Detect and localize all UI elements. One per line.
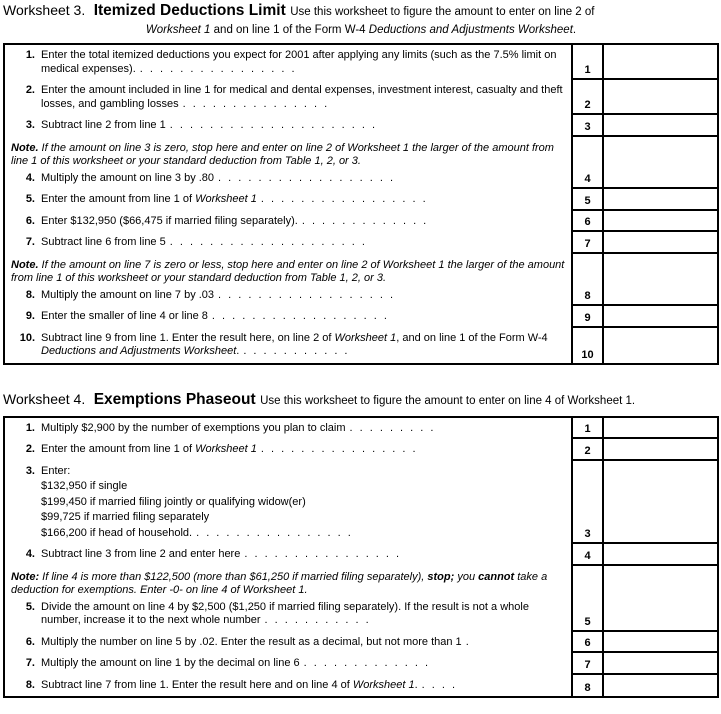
row-entry-field — [602, 254, 717, 307]
text-segment: Subtract line 9 from line 1. Enter the result here, on line 2 of — [41, 331, 335, 344]
text-segment: Worksheet 1 — [334, 331, 397, 344]
line-item-number: 10. — [19, 331, 35, 344]
row-line-number: 1 — [571, 418, 602, 440]
line-item-number: 8. — [25, 288, 35, 301]
row-entry-field — [602, 566, 717, 632]
row-entry-field — [602, 439, 717, 461]
row-description — [5, 232, 571, 254]
worksheet4-title: Exemptions Phaseout — [93, 390, 256, 408]
text-segment: Worksheet 1 — [352, 678, 415, 691]
worksheet3-section — [3, 2, 719, 365]
row-entry-field — [602, 211, 717, 233]
row-line-number: 4 — [571, 137, 602, 190]
line-item-number: 7. — [25, 236, 35, 248]
worksheet3-description-line2 — [3, 24, 719, 36]
text-segment: $99,725 if married filing separately — [41, 511, 210, 523]
line-item — [11, 172, 565, 186]
note-text — [11, 571, 565, 598]
row-entry-field — [602, 232, 717, 254]
text-segment: Subtract line 2 from line 1 — [41, 119, 166, 131]
row-description — [5, 418, 571, 440]
line-item-number: 3. — [25, 119, 35, 131]
row-entry-field — [602, 45, 717, 80]
row-line-number: 6 — [571, 632, 602, 654]
note-text — [11, 142, 565, 169]
text-segment: Enter the total itemized deductions you expect for 2001 after applying any limits (such as the 7.5% limit on medical expenses). — [41, 49, 557, 75]
text-segment: Multiply the amount on line 7 by .03 — [41, 288, 215, 301]
row-description — [5, 439, 571, 461]
line-item — [11, 49, 565, 76]
text-segment: Worksheet 1 — [195, 443, 257, 455]
row-entry-field — [602, 137, 717, 190]
line-item — [11, 332, 565, 359]
text-segment: . — [572, 24, 577, 36]
row-line-number: 8 — [571, 254, 602, 307]
row-line-number: 1 — [571, 45, 602, 80]
dot-leader: . . . . . . . . . . . . . — [303, 657, 429, 669]
worksheet3-header — [3, 2, 719, 36]
row-line-number: 2 — [571, 439, 602, 461]
line-item-number: 6. — [25, 635, 35, 648]
line-item-number: 3. — [25, 464, 35, 477]
row-line-number: 7 — [571, 232, 602, 254]
row-description — [5, 675, 571, 697]
row-description — [5, 461, 571, 545]
line-item-number: 5. — [25, 193, 35, 205]
row-description — [5, 653, 571, 675]
row-line-number: 10 — [571, 328, 602, 363]
text-segment: Enter the amount from line 1 of — [41, 193, 196, 205]
line-item-subline — [41, 511, 565, 525]
text-segment: Note. — [11, 141, 39, 154]
note-text — [11, 259, 565, 286]
dot-leader: . . . . — [421, 678, 456, 691]
text-segment: . — [414, 678, 418, 691]
dot-leader: . . . . . . . . . . . . . . . . — [244, 548, 400, 560]
worksheet4-section — [3, 391, 719, 699]
text-segment: Deductions and Adjustments Worksheet — [41, 345, 237, 357]
line-item-number: 2. — [25, 84, 35, 96]
text-segment: Divide the amount on line 4 by $2,500 ($1,250 if married filing separately). If the result is not a whole number, increase it to the next whole number — [41, 600, 529, 626]
row-description — [5, 566, 571, 632]
row-entry-field — [602, 632, 717, 654]
row-line-number: 6 — [571, 211, 602, 233]
line-item-subline — [41, 496, 565, 510]
dot-leader: . . . . . . . . . . . . . . . . — [139, 62, 295, 75]
worksheet4-number-label: Worksheet 4. — [3, 390, 86, 407]
text-segment: Subtract line 6 from line 5 — [41, 236, 166, 248]
text-segment: Multiply the number on line 5 by .02. Enter the result as a decimal, but not more than 1 — [41, 635, 462, 648]
line-item-number: 4. — [25, 548, 35, 560]
text-segment: Multiply the amount on line 3 by .80 — [41, 171, 215, 184]
row-line-number: 4 — [571, 544, 602, 566]
row-line-number: 3 — [571, 461, 602, 545]
dot-leader: . . . . . . . . . . . . . . . . . — [260, 193, 426, 205]
text-segment: Enter: — [41, 464, 71, 477]
text-segment: you — [454, 570, 479, 583]
dot-leader: . . . . . . . . . . . . . . . — [182, 97, 328, 110]
worksheet3-number-label: Worksheet 3. — [3, 2, 86, 18]
line-item — [11, 679, 565, 693]
row-description — [5, 211, 571, 233]
line-item — [11, 636, 565, 650]
line-item — [11, 422, 565, 436]
text-segment: Worksheet 1 — [145, 24, 211, 36]
row-description — [5, 189, 571, 211]
text-segment: Note: — [11, 570, 40, 583]
worksheet3-title: Itemized Deductions Limit — [93, 2, 286, 19]
text-segment: $166,200 if head of household. — [41, 526, 193, 539]
line-item — [11, 465, 565, 541]
text-segment: If the amount on line 3 is zero, stop here and enter on line 2 of Worksheet 1 the larger of the amount from line 1 of this worksheet or your standard deduction from Table 1, 2, or 3. — [11, 141, 554, 167]
line-item — [11, 657, 565, 671]
row-line-number: 2 — [571, 80, 602, 115]
row-line-number: 5 — [571, 566, 602, 632]
dot-leader: . . . . . . . . . — [349, 421, 434, 434]
line-item-number: 1. — [25, 421, 35, 434]
text-segment: $199,450 if married filing jointly or qualifying widow(er) — [41, 495, 306, 508]
dot-leader: . — [465, 635, 469, 648]
row-entry-field — [602, 80, 717, 115]
row-line-number: 8 — [571, 675, 602, 697]
text-segment: Subtract line 7 from line 1. Enter the result here and on line 4 of — [41, 678, 353, 691]
row-entry-field — [602, 189, 717, 211]
dot-leader: . . . . . . . . . . . . . . . . . . — [218, 171, 394, 184]
row-line-number: 3 — [571, 115, 602, 137]
line-item-number: 4. — [25, 171, 35, 184]
row-entry-field — [602, 461, 717, 545]
text-segment: stop; — [427, 570, 455, 583]
line-item — [11, 601, 565, 628]
row-description — [5, 632, 571, 654]
worksheet4-description-line1: Use this worksheet to figure the amount to enter on line 4 of Worksheet 1. — [260, 394, 636, 407]
worksheet3-table — [3, 43, 719, 365]
row-entry-field — [602, 653, 717, 675]
text-segment: Worksheet 1 — [195, 193, 257, 205]
dot-leader: . . . . . . . . . . . — [264, 614, 369, 626]
dot-leader: . . . . . . . . . . . . . . . . . . . . . — [169, 119, 376, 131]
line-item-number: 7. — [25, 657, 35, 669]
line-item — [11, 236, 565, 250]
row-description — [5, 45, 571, 80]
text-segment: Enter the amount included in line 1 for medical and dental expenses, investment interest, casualty and theft losses, and gambling losses — [41, 84, 563, 110]
worksheet4-header — [3, 391, 719, 409]
row-line-number: 9 — [571, 306, 602, 328]
line-item-subline — [41, 480, 565, 494]
line-item-number: 9. — [25, 310, 35, 322]
text-segment: Multiply $2,900 by the number of exemptions you plan to claim — [41, 421, 346, 434]
worksheet3-header-line1 — [3, 2, 719, 20]
dot-leader: . . . . . . . . . . . . . . . . . . — [211, 310, 387, 322]
line-item — [11, 310, 565, 324]
text-segment: Subtract line 3 from line 2 and enter here — [41, 548, 241, 560]
text-segment: cannot — [478, 570, 515, 583]
text-segment: Note. — [11, 258, 39, 271]
row-entry-field — [602, 544, 717, 566]
line-item-number: 2. — [25, 443, 35, 455]
text-segment: , and on line 1 of the Form W-4 — [396, 331, 548, 344]
line-item — [11, 193, 565, 207]
line-item-number: 6. — [25, 214, 35, 227]
row-line-number: 7 — [571, 653, 602, 675]
text-segment: . — [236, 345, 240, 357]
row-entry-field — [602, 418, 717, 440]
dot-leader: . . . . . . . . . . . — [243, 345, 348, 357]
text-segment: and on line 1 of the Form W-4 — [210, 24, 369, 36]
line-item — [11, 215, 565, 229]
row-description — [5, 80, 571, 115]
dot-leader: . . . . . . . . . . . . . . . . — [260, 443, 416, 455]
worksheet3-description-line1: Use this worksheet to figure the amount to enter on line 2 of — [290, 6, 595, 18]
row-description — [5, 115, 571, 137]
text-segment: take a deduction for exemptions. Enter -0- on line 4 of Worksheet 1. — [11, 570, 548, 596]
line-item-number: 1. — [25, 49, 35, 61]
worksheet4-header-line1 — [3, 391, 719, 409]
row-line-number: 5 — [571, 189, 602, 211]
line-item — [11, 119, 565, 133]
row-entry-field — [602, 306, 717, 328]
text-segment: If line 4 is more than $122,500 (more than $61,250 if married filing separately), — [39, 570, 428, 583]
text-segment: Enter the smaller of line 4 or line 8 — [41, 310, 208, 322]
line-item-subline — [41, 527, 565, 541]
dot-leader: . . . . . . . . . . . . . . . . . . . . — [169, 236, 365, 248]
row-description — [5, 137, 571, 190]
line-item — [11, 84, 565, 111]
line-item-number: 5. — [25, 600, 35, 613]
line-item-number: 8. — [25, 678, 35, 691]
text-segment: $132,950 if single — [41, 480, 128, 492]
dot-leader: . . . . . . . . . . . . . — [301, 214, 427, 227]
line-item — [11, 289, 565, 303]
text-segment: Deductions and Adjustments Worksheet — [368, 24, 573, 36]
text-segment: Enter $132,950 ($66,475 if married filing separately). — [41, 214, 298, 227]
row-description — [5, 544, 571, 566]
row-entry-field — [602, 328, 717, 363]
worksheet4-table — [3, 416, 719, 699]
text-segment: Multiply the amount on line 1 by the decimal on line 6 — [41, 657, 300, 669]
line-item — [11, 548, 565, 562]
dot-leader: . . . . . . . . . . . . . . . . — [196, 526, 351, 539]
text-segment: Enter the amount from line 1 of — [41, 443, 196, 455]
row-description — [5, 254, 571, 307]
line-item — [11, 443, 565, 457]
row-description — [5, 328, 571, 363]
row-description — [5, 306, 571, 328]
dot-leader: . . . . . . . . . . . . . . . . . . — [218, 288, 394, 301]
row-entry-field — [602, 675, 717, 697]
row-entry-field — [602, 115, 717, 137]
text-segment: If the amount on line 7 is zero or less, stop here and enter on line 2 of Worksheet 1 the larger of the amount from line 1 of this worksheet or your standard deduction from Table 1, 2, or 3. — [11, 258, 565, 284]
